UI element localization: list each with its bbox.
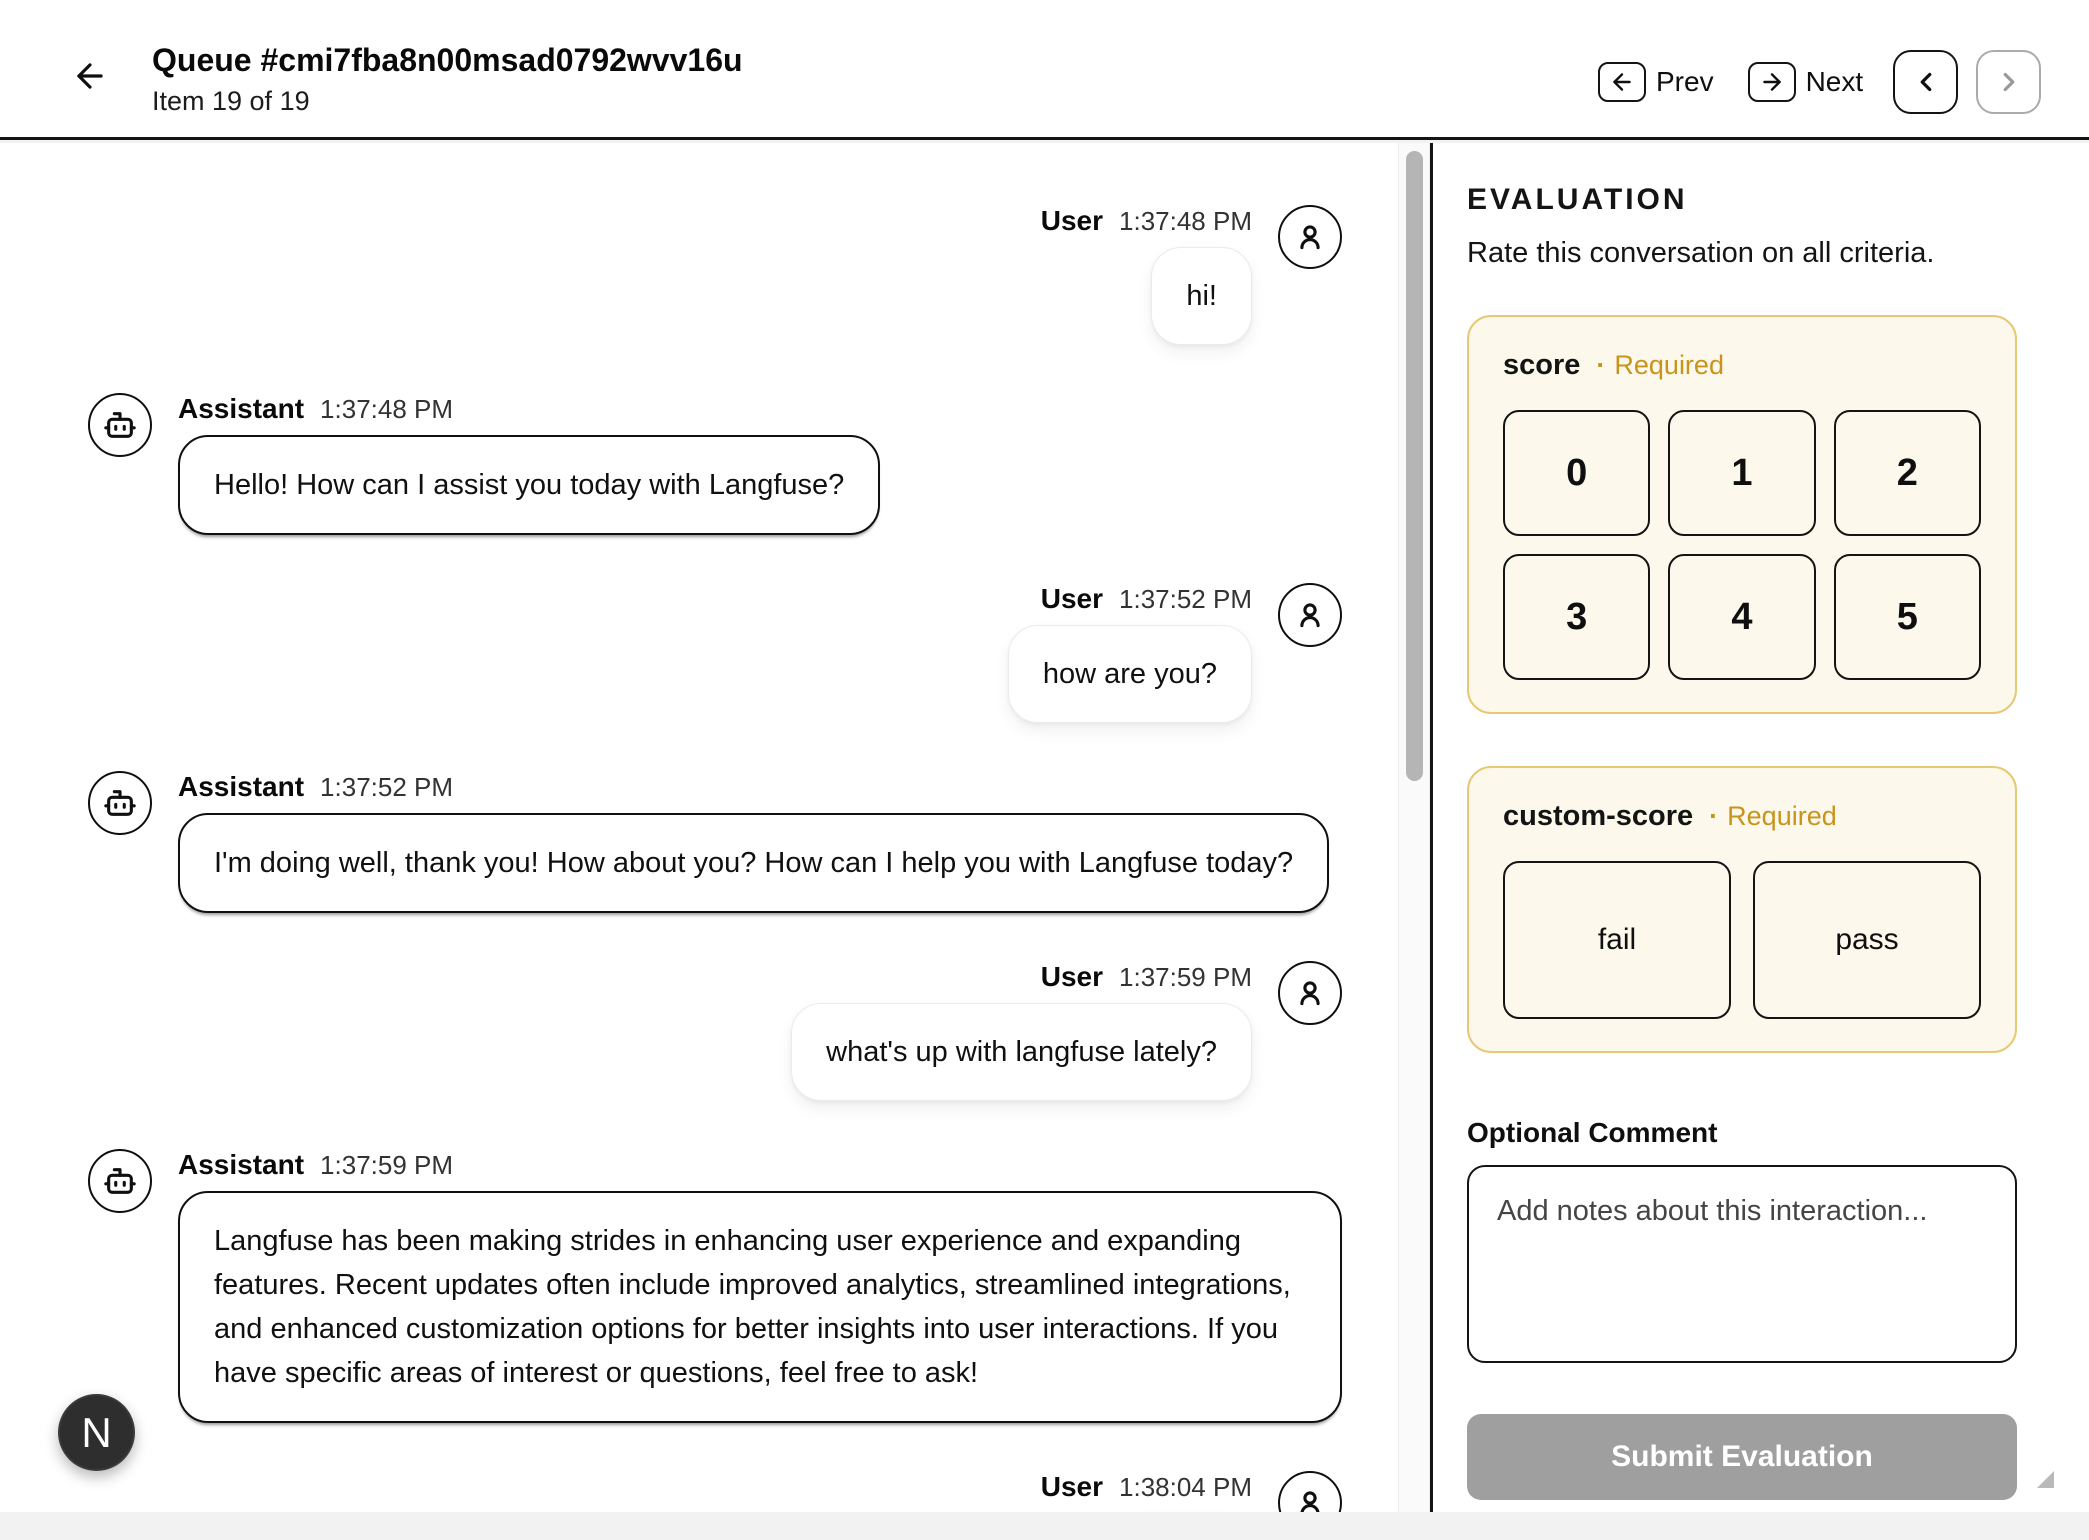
nextjs-dev-badge[interactable]: N [58, 1394, 135, 1471]
assistant-avatar [88, 1149, 152, 1213]
message-header [1041, 961, 1252, 995]
required-badge [1709, 801, 1837, 832]
custom-score-options [1503, 861, 1981, 1019]
item-progress: Item 19 of 19 [152, 86, 310, 116]
pager-prev-button[interactable] [1893, 50, 1958, 114]
message-bubble: Langfuse has been making strides in enhancing user experience and expanding features. Recent updates often include improved analytics, streamlined integrations, and enhanced customization options for better insights into user interactions. If you have specific areas of interest or questions, feel free to ask! [178, 1191, 1342, 1423]
chat-message-assistant [88, 1149, 1342, 1423]
message-header [178, 393, 880, 427]
user-avatar [1278, 205, 1342, 269]
chat-message-user [88, 1471, 1342, 1512]
header [0, 0, 2089, 140]
message-bubble: hi! [1151, 247, 1252, 345]
criterion-card-custom-score [1467, 766, 2017, 1053]
pager-buttons [1893, 50, 2041, 114]
message-author: User [1040, 583, 1104, 614]
custom-score-option-pass[interactable]: pass [1753, 861, 1981, 1019]
user-avatar [1278, 961, 1342, 1025]
chevron-left-icon [1911, 67, 1941, 97]
arrow-right-key [1748, 62, 1796, 102]
score-options [1503, 410, 1981, 680]
message-author: User [1040, 1471, 1104, 1502]
chat-scrollbar-track[interactable] [1398, 143, 1430, 1512]
required-badge [1596, 350, 1724, 381]
score-option-5[interactable]: 5 [1834, 554, 1981, 680]
assistant-avatar [88, 771, 152, 835]
header-titles [152, 42, 743, 116]
required-label: Required [1727, 801, 1837, 831]
bot-icon [103, 786, 137, 820]
score-option-0[interactable]: 0 [1503, 410, 1650, 536]
message-author: Assistant [178, 1149, 305, 1180]
dot-separator: · [1709, 801, 1719, 831]
message-timestamp: 1:37:48 PM [320, 394, 454, 424]
evaluation-panel [1433, 143, 2089, 1512]
person-icon [1293, 976, 1327, 1010]
custom-score-option-fail[interactable]: fail [1503, 861, 1731, 1019]
message-author: User [1040, 205, 1104, 236]
page-background-strip [0, 1512, 2089, 1540]
prev-next-shortcuts [1598, 62, 1863, 102]
message-timestamp: 1:37:48 PM [1119, 206, 1252, 236]
criterion-name: custom-score [1503, 800, 1694, 832]
criterion-header [1503, 800, 1981, 833]
message-header [178, 771, 1329, 805]
score-option-3[interactable]: 3 [1503, 554, 1650, 680]
chevron-right-icon [1994, 67, 2024, 97]
message-author: User [1040, 961, 1104, 992]
criterion-card-score [1467, 315, 2017, 714]
score-option-4[interactable]: 4 [1668, 554, 1815, 680]
back-button[interactable] [68, 54, 112, 98]
message-bubble: how are you? [1008, 625, 1252, 723]
criterion-name: score [1503, 349, 1581, 381]
user-avatar [1278, 583, 1342, 647]
next-label: Next [1805, 66, 1864, 97]
resize-grip-icon [2037, 1471, 2054, 1488]
comment-input[interactable] [1467, 1165, 2017, 1363]
chat-message-user [88, 205, 1342, 345]
score-option-1[interactable]: 1 [1668, 410, 1815, 536]
person-icon [1293, 598, 1327, 632]
chat-message-assistant [88, 393, 1342, 535]
arrow-left-icon [71, 57, 109, 95]
message-bubble: I'm doing well, thank you! How about you? How can I help you with Langfuse today? [178, 813, 1329, 913]
arrow-left-key [1598, 62, 1646, 102]
user-avatar [1278, 1471, 1342, 1512]
chat-message-assistant [88, 771, 1342, 913]
person-icon [1293, 220, 1327, 254]
assistant-avatar [88, 393, 152, 457]
conversation-panel [0, 143, 1398, 1512]
message-timestamp: 1:37:52 PM [1119, 584, 1252, 614]
optional-comment-label: Optional Comment [1467, 1117, 1718, 1148]
chat-scrollbar-thumb[interactable] [1406, 151, 1423, 781]
bot-icon [103, 408, 137, 442]
message-header [1041, 583, 1252, 617]
criterion-header [1503, 349, 1981, 382]
message-bubble: Hello! How can I assist you today with Langfuse? [178, 435, 880, 535]
message-header [178, 1149, 1342, 1183]
pager-next-button[interactable] [1976, 50, 2041, 114]
person-icon [1293, 1486, 1327, 1512]
submit-evaluation-button[interactable]: Submit Evaluation [1467, 1414, 2017, 1500]
chat-message-user [88, 583, 1342, 723]
message-author: Assistant [178, 393, 305, 424]
chat-message-user [88, 961, 1342, 1101]
message-author: Assistant [178, 771, 305, 802]
arrow-right-icon [1759, 69, 1785, 95]
score-option-2[interactable]: 2 [1834, 410, 1981, 536]
arrow-left-icon [1609, 69, 1635, 95]
message-header [1041, 205, 1252, 239]
required-label: Required [1614, 350, 1724, 380]
evaluation-subheading: Rate this conversation on all criteria. [1467, 237, 1935, 269]
evaluation-heading: EVALUATION [1467, 183, 1688, 216]
message-bubble: what's up with langfuse lately? [791, 1003, 1252, 1101]
next-button[interactable] [1748, 62, 1864, 102]
message-timestamp: 1:37:52 PM [320, 772, 454, 802]
message-timestamp: 1:37:59 PM [320, 1150, 454, 1180]
prev-button[interactable] [1598, 62, 1714, 102]
message-timestamp: 1:38:04 PM [1119, 1472, 1252, 1502]
queue-title: Queue #cmi7fba8n00msad0792wvv16u [152, 42, 743, 78]
dot-separator: · [1596, 350, 1606, 380]
message-timestamp: 1:37:59 PM [1119, 962, 1252, 992]
bot-icon [103, 1164, 137, 1198]
prev-label: Prev [1656, 66, 1714, 97]
message-header [1041, 1471, 1252, 1505]
